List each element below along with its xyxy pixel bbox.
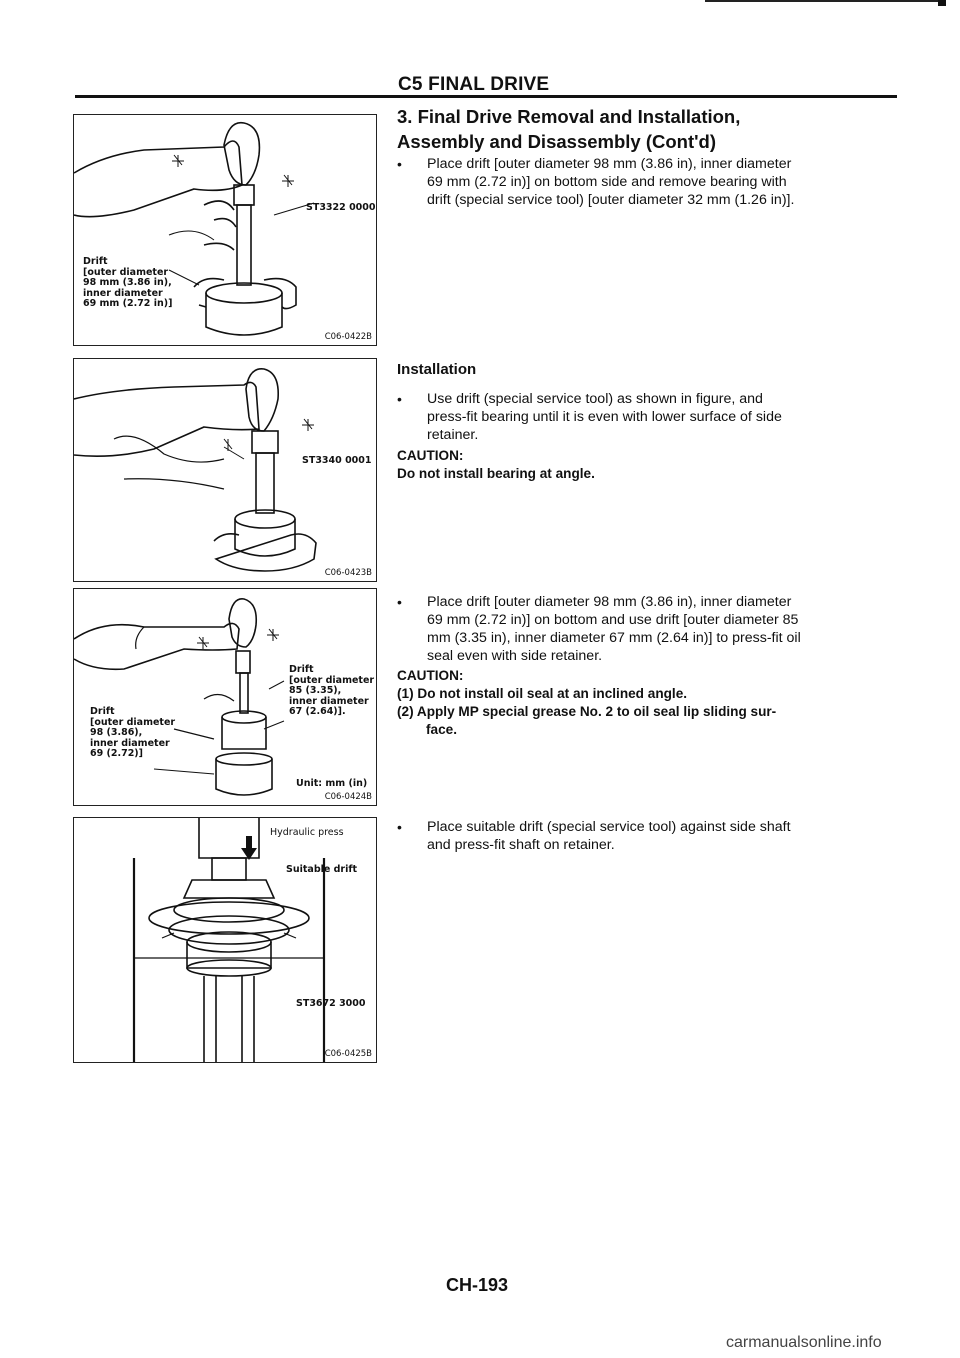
fig2-tool-number: ST3340 0001 xyxy=(302,455,372,466)
bearing-install-line-2: press-fit bearing until it is even with lower surface of side xyxy=(427,409,782,425)
section-title-line-2: Assembly and Disassembly (Cont'd) xyxy=(397,131,716,152)
fig3-drift-left-line-3: 98 (3.86), xyxy=(90,727,143,738)
fig1-drift-line-3: 98 mm (3.86 in), xyxy=(83,277,172,288)
fig3-drift-left-line-4: inner diameter xyxy=(90,737,170,749)
bearing-install-line-1: Use drift (special service tool) as shown in figure, and xyxy=(427,391,763,407)
figure-bearing-install xyxy=(73,358,377,582)
bearing-install-paragraph xyxy=(427,390,897,444)
fig3-drift-right-label xyxy=(289,665,374,718)
caution-label-1: CAUTION: xyxy=(397,448,464,463)
fig4-suitable-drift-label: Suitable drift xyxy=(286,864,358,875)
figure-oil-seal-install xyxy=(73,588,377,806)
bearing-install-line-3: retainer. xyxy=(427,427,479,443)
fig1-tool-number: ST3322 0000 xyxy=(306,202,376,213)
removal-line-2: 69 mm (2.72 in)] on bottom side and remove bearing with xyxy=(427,174,787,190)
figure-1-illustration xyxy=(74,115,376,345)
removal-line-1: Place drift [outer diameter 98 mm (3.86 in), inner diameter xyxy=(427,156,792,172)
fig3-drift-left-line-1: Drift xyxy=(90,706,115,717)
removal-line-3: drift (special service tool) [outer diameter 32 mm (1.26 in)]. xyxy=(427,192,795,208)
oil-seal-line-2: 69 mm (2.72 in)] on bottom and use drift [outer diameter 85 xyxy=(427,612,799,628)
bullet-1: • xyxy=(397,156,402,172)
caution-item-2-cont: face. xyxy=(426,722,457,737)
fig4-hydraulic-press-label: Hydraulic press xyxy=(270,827,344,838)
caution-item-2: (2) Apply MP special grease No. 2 to oil seal lip sliding sur- xyxy=(397,704,777,719)
oil-seal-line-4: seal even with side retainer. xyxy=(427,648,603,664)
caution-label-2: CAUTION: xyxy=(397,668,464,683)
shaft-line-1: Place suitable drift (special service tool) against side shaft xyxy=(427,819,791,835)
watermark: carmanualsonline.info xyxy=(726,1334,882,1351)
fig3-drift-left-line-2: [outer diameter xyxy=(90,716,176,728)
top-edge-mark xyxy=(938,0,946,6)
caution-text-1: Do not install bearing at angle. xyxy=(397,466,595,481)
fig1-drift-line-2: [outer diameter xyxy=(83,266,169,278)
header-rule xyxy=(75,95,897,98)
caution-block-2 xyxy=(397,667,776,739)
fig3-drift-right-line-1: Drift xyxy=(289,664,314,675)
fig1-code: C06-0422B xyxy=(324,332,372,342)
figure-4-illustration xyxy=(74,818,376,1062)
removal-paragraph xyxy=(427,155,897,209)
fig1-drift-line-5: 69 mm (2.72 in)] xyxy=(83,298,173,309)
fig3-drift-right-line-2: [outer diameter xyxy=(289,674,375,686)
page-number: CH-193 xyxy=(446,1275,509,1295)
shaft-line-2: and press-fit shaft on retainer. xyxy=(427,837,615,853)
fig3-unit-label: Unit: mm (in) xyxy=(296,778,368,789)
fig1-drift-line-4: inner diameter xyxy=(83,287,163,299)
press-arrow-icon xyxy=(241,836,257,860)
oil-seal-paragraph xyxy=(427,593,897,665)
bullet-2: • xyxy=(397,391,402,407)
top-edge-line xyxy=(705,0,945,2)
oil-seal-line-1: Place drift [outer diameter 98 mm (3.86 in), inner diameter xyxy=(427,594,792,610)
fig4-tool-number: ST3672 3000 xyxy=(296,998,366,1009)
fig3-drift-left-line-5: 69 (2.72)] xyxy=(90,748,143,759)
fig3-drift-right-line-4: inner diameter xyxy=(289,695,369,707)
bullet-3: • xyxy=(397,594,402,610)
fig1-drift-label xyxy=(83,257,172,310)
figure-side-shaft-press xyxy=(73,817,377,1063)
figure-bearing-removal xyxy=(73,114,377,346)
section-title xyxy=(397,104,740,154)
fig1-drift-line-1: Drift xyxy=(83,256,108,267)
bullet-4: • xyxy=(397,819,402,835)
caution-item-1: (1) Do not install oil seal at an inclined angle. xyxy=(397,686,688,701)
oil-seal-line-3: mm (3.35 in), inner diameter 67 mm (2.64 in)] to press-fit oil xyxy=(427,630,801,646)
fig2-code: C06-0423B xyxy=(324,568,372,578)
page-header: C5 FINAL DRIVE xyxy=(398,74,550,95)
fig3-drift-right-line-3: 85 (3.35), xyxy=(289,685,342,696)
fig3-drift-right-line-5: 67 (2.64)]. xyxy=(289,706,346,717)
fig3-drift-left-label xyxy=(90,707,175,760)
caution-block-1 xyxy=(397,447,595,483)
section-title-line-1: 3. Final Drive Removal and Installation, xyxy=(397,106,741,127)
figure-2-illustration xyxy=(74,359,376,581)
fig4-code: C06-0425B xyxy=(324,1049,372,1059)
shaft-paragraph xyxy=(427,818,897,854)
fig3-code: C06-0424B xyxy=(324,792,372,802)
installation-heading: Installation xyxy=(397,361,477,378)
